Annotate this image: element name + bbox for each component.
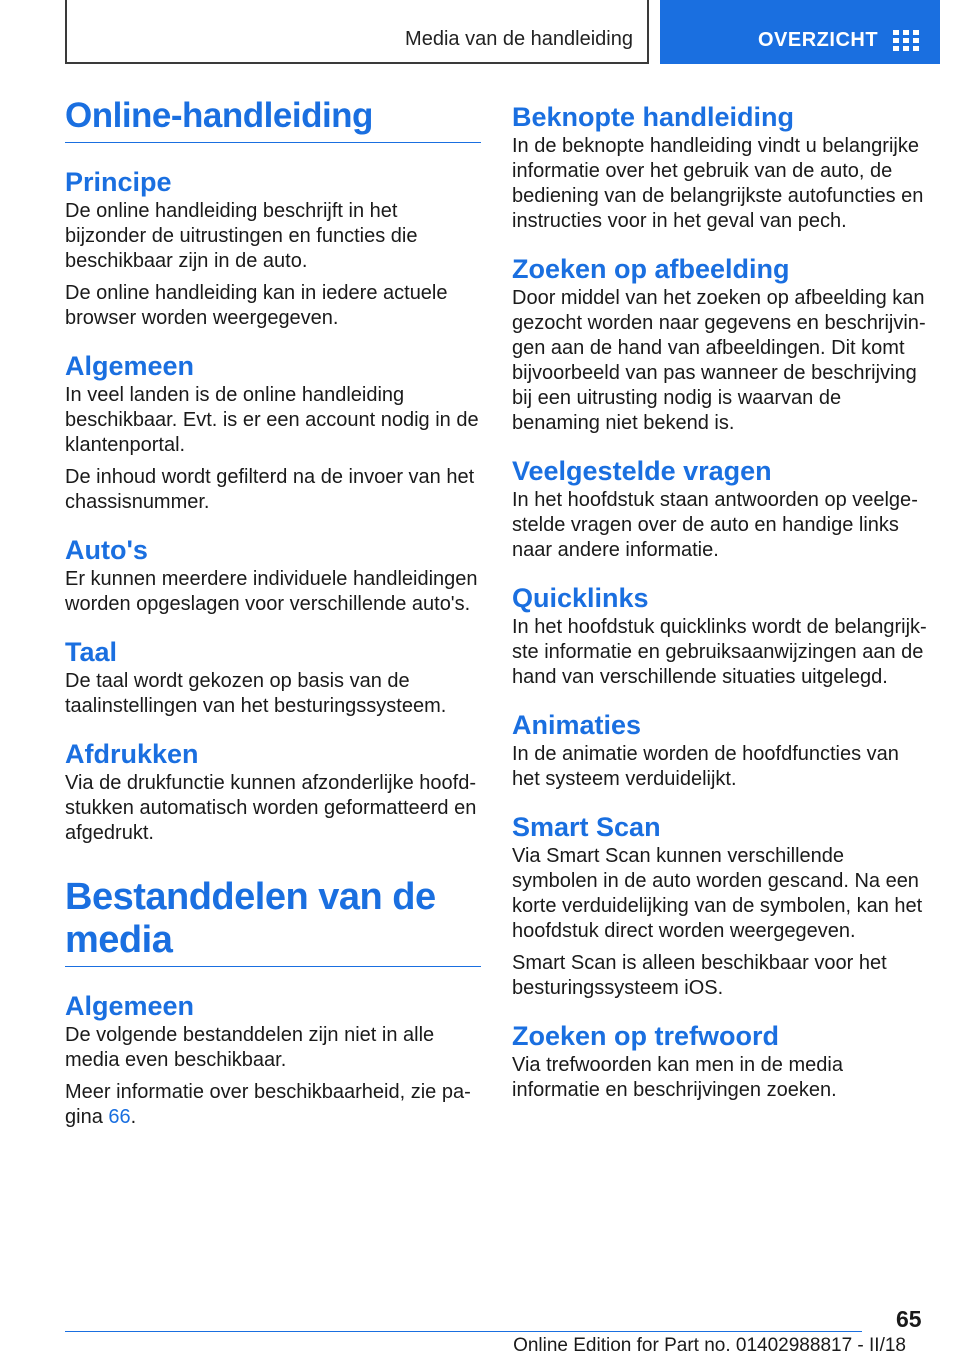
paragraph: De inhoud wordt gefilterd na de invoer van het chassisnummer.: [65, 466, 475, 513]
paragraph: In de beknopte handleiding vindt u belangrijke informatie over het gebruik van de auto, de bediening van de belangrijkste autofuncties en instructies voor in het geval van pech.: [512, 135, 924, 232]
heading-zoeken-op-trefwoord: Zoeken op trefwoord: [512, 1021, 780, 1051]
heading-taal: Taal: [65, 637, 118, 667]
grid-menu-icon: [893, 30, 919, 52]
paragraph: Via Smart Scan kunnen verschillende symbolen in de auto worden gescand. Na een korte verduidelijking van de symbolen, kan het hoofdstuk direct worden weergegeven.: [512, 845, 923, 942]
paragraph: In het hoofdstuk quicklinks wordt de belangrijkste informatie en gebruiksaanwijzingen aan de hand van verschillende situaties uitgelegd.: [512, 616, 927, 688]
page-number: 65: [896, 1306, 922, 1332]
left-column: [65, 96, 481, 1130]
paragraph: De online handleiding beschrijft in het bijzonder de uitrustingen en functies die beschikbaar zijn in de auto.: [65, 200, 418, 272]
section-tab[interactable]: [65, 0, 649, 64]
paragraph: [65, 1080, 481, 1130]
right-column: [512, 96, 928, 1103]
heading-beknopte-handleiding: Beknopte handleiding: [512, 102, 795, 132]
paragraph: In de animatie worden de hoofdfuncties van het systeem verduidelijkt.: [512, 743, 899, 790]
paragraph: De volgende bestanddelen zijn niet in alle media even beschikbaar.: [65, 1024, 435, 1071]
overview-button[interactable]: [660, 0, 940, 64]
heading-animaties: Animaties: [512, 710, 642, 740]
overview-button-label: OVERZICHT: [758, 29, 879, 51]
paragraph: In veel landen is de online handleiding beschikbaar. Evt. is er een account nodig in de klantenportal.: [65, 384, 479, 456]
heading-principe: Principe: [65, 167, 172, 197]
paragraph-text: .: [130, 1106, 137, 1128]
page-reference-link[interactable]: 66: [108, 1106, 131, 1128]
footer-divider: [65, 1331, 862, 1332]
paragraph: Smart Scan is alleen beschikbaar voor het besturingssysteem iOS.: [512, 952, 887, 999]
paragraph: In het hoofdstuk staan antwoorden op veelgestelde vragen over de auto en handige links naar andere informatie.: [512, 489, 918, 561]
page-title: Online-handleiding: [65, 96, 481, 143]
paragraph: Via trefwoorden kan men in de media informatie en beschrijvingen zoeken.: [512, 1054, 843, 1101]
heading-zoeken-op-afbeelding: Zoeken op afbeelding: [512, 254, 790, 284]
heading-algemeen-2: Algemeen: [65, 991, 195, 1021]
paragraph: Er kunnen meerdere individuele handleidingen worden opgeslagen voor verschillende auto's.: [65, 568, 478, 615]
heading-autos: Auto's: [65, 535, 148, 565]
heading-algemeen: Algemeen: [65, 351, 195, 381]
heading-quicklinks: Quicklinks: [512, 583, 649, 613]
heading-smart-scan: Smart Scan: [512, 812, 661, 842]
paragraph-text: Meer informatie over beschikbaarheid, zie pagina: [65, 1081, 471, 1128]
section-title: Bestanddelen van de media: [65, 876, 481, 967]
heading-veelgestelde-vragen: Veelgestelde vragen: [512, 456, 772, 486]
heading-afdrukken: Afdrukken: [65, 739, 199, 769]
section-tab-label: Media van de handleiding: [405, 28, 633, 50]
edition-footer: Online Edition for Part no. 01402988817 - II/18: [513, 1335, 906, 1356]
paragraph: Via de drukfunctie kunnen afzonderlijke hoofdstukken automatisch worden geformatteerd en afgedrukt.: [65, 772, 477, 844]
paragraph: Door middel van het zoeken op afbeelding kan gezocht worden naar gegevens en beschrijvingen aan de hand van afbeeldingen. Dit komt bijvoorbeeld van pas wanneer de beschrijving bij een uitrusting nodig is waarvan de benaming niet bekend is.: [512, 287, 926, 434]
paragraph: De online handleiding kan in iedere actuele browser worden weergegeven.: [65, 282, 448, 329]
paragraph: De taal wordt gekozen op basis van de taalinstellingen van het besturingssysteem.: [65, 670, 447, 717]
